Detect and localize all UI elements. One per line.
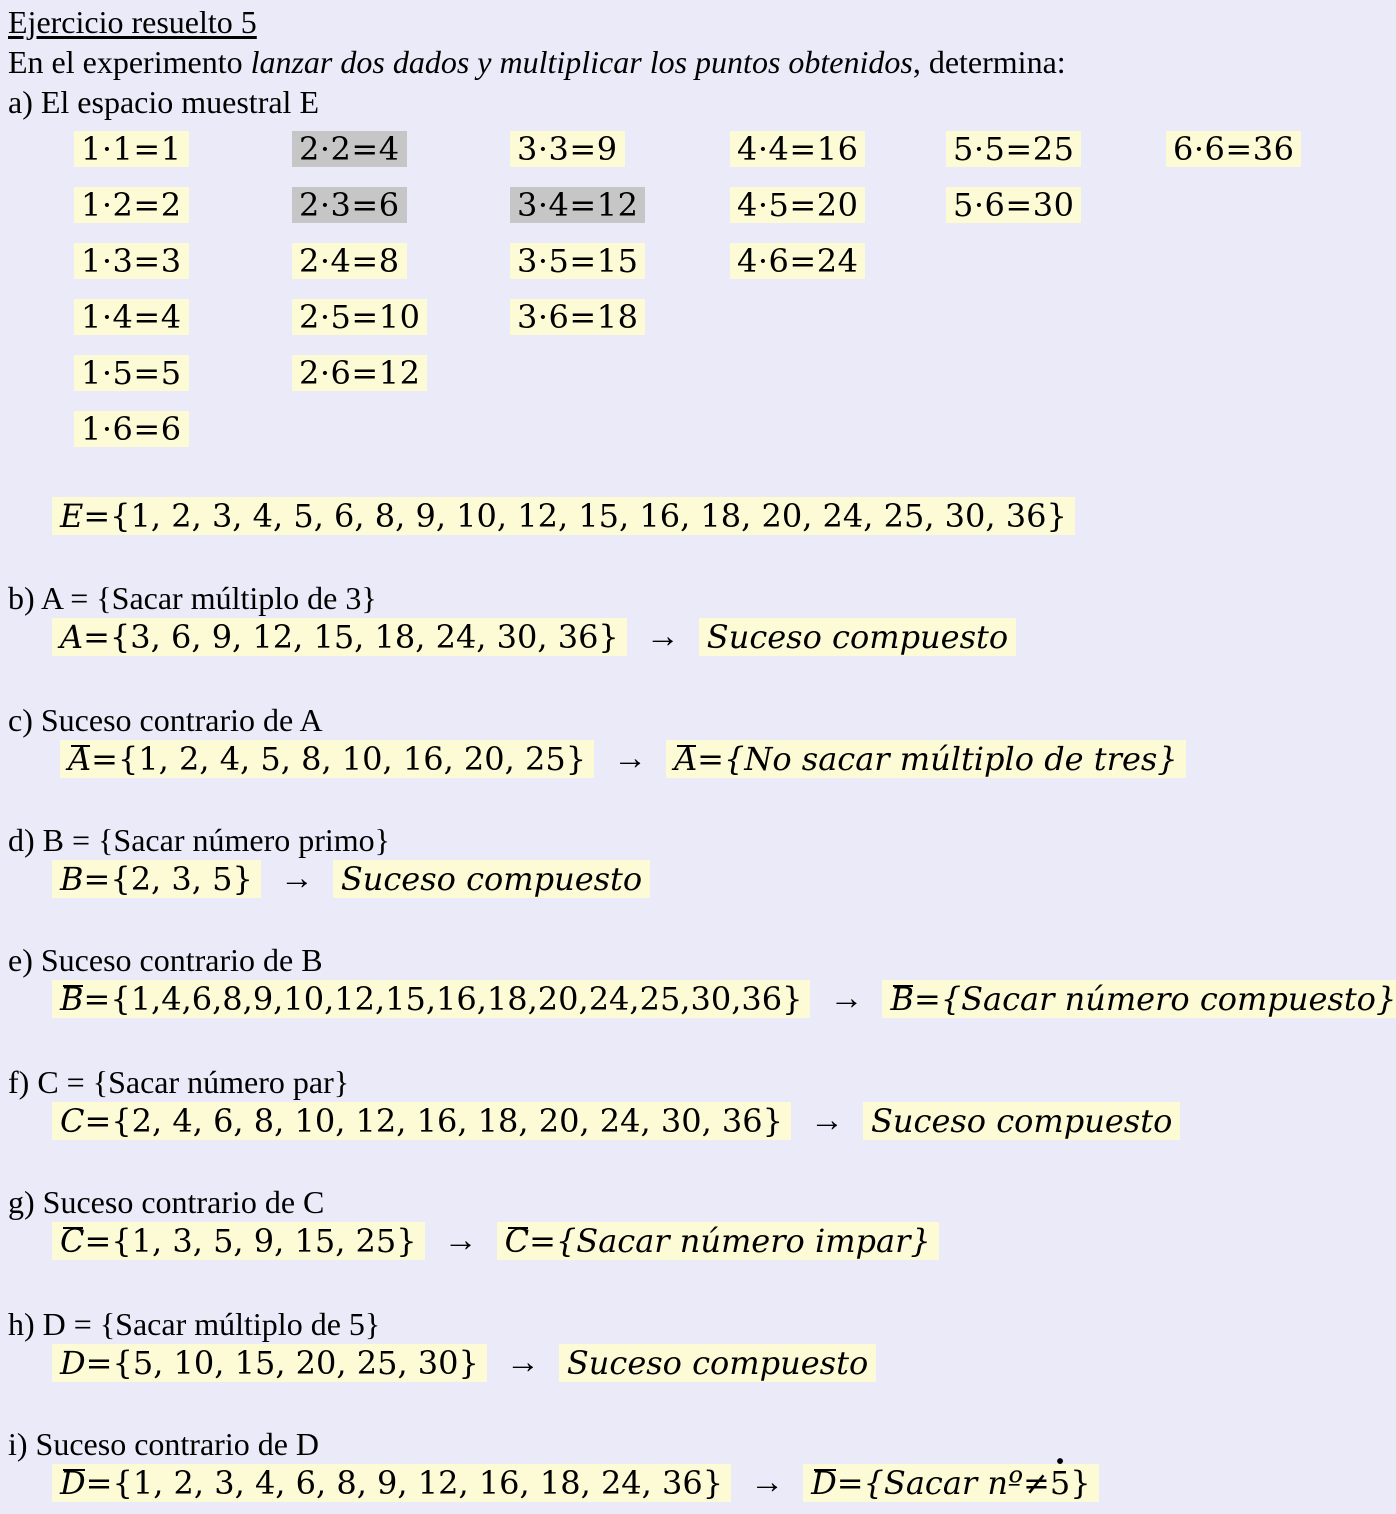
product-cell-repeated: 2·2=4: [292, 131, 407, 167]
part-d-answer: [52, 860, 650, 900]
product-cell: 1·1=1: [74, 131, 189, 167]
part-b-answer: [52, 618, 1016, 658]
event-description: [666, 740, 1186, 778]
event-text-end: }: [1070, 1464, 1091, 1502]
arrow-icon: →: [809, 1102, 844, 1139]
set-symbol: D: [60, 1344, 86, 1382]
set-c-complement: [52, 1222, 425, 1260]
set-a-complement: [60, 740, 594, 778]
part-i-answer: [52, 1464, 1099, 1504]
arrow-icon: →: [505, 1344, 540, 1381]
set-elements: ={1, 2, 3, 4, 6, 8, 9, 12, 16, 18, 24, 36}: [85, 1464, 724, 1502]
event-type: Suceso compuesto: [699, 618, 1016, 656]
part-i-label: i) Suceso contrario de D: [8, 1426, 320, 1462]
product-cell: 3·3=9: [510, 131, 625, 167]
part-d-label: d) B = {Sacar número primo}: [8, 822, 391, 858]
set-elements: ={3, 6, 9, 12, 15, 18, 24, 30, 36}: [83, 618, 619, 656]
event-description: [882, 980, 1396, 1018]
set-elements: ={5, 10, 15, 20, 25, 30}: [85, 1344, 479, 1382]
exercise-statement: [8, 42, 1066, 82]
event-type: Suceso compuesto: [559, 1344, 876, 1382]
set-symbol: E: [60, 497, 84, 535]
set-symbol: C: [60, 1222, 85, 1260]
set-elements: ={2, 4, 6, 8, 10, 12, 16, 18, 20, 24, 30, 36}: [84, 1102, 783, 1140]
product-cell-repeated: 3·4=12: [510, 187, 645, 223]
arrow-icon: →: [645, 618, 680, 655]
arrow-icon: →: [279, 860, 314, 897]
product-cell: 5·6=30: [946, 187, 1081, 223]
product-cell: 3·5=15: [510, 243, 645, 279]
set-a: [52, 618, 627, 656]
set-elements: ={1,4,6,8,9,10,12,15,16,18,20,24,25,30,36}: [83, 980, 803, 1018]
part-g-label: g) Suceso contrario de C: [8, 1184, 325, 1220]
set-symbol: B: [60, 860, 84, 898]
part-f-label: f) C = {Sacar número par}: [8, 1064, 350, 1100]
set-d-complement: [52, 1464, 731, 1502]
set-symbol: A: [674, 740, 698, 778]
product-cell: 1·2=2: [74, 187, 189, 223]
set-symbol: D: [60, 1464, 86, 1502]
product-cell: 4·5=20: [730, 187, 865, 223]
part-c-label: c) Suceso contrario de A: [8, 702, 323, 738]
set-symbol: C: [60, 1102, 85, 1140]
set-b-complement: [52, 980, 810, 1018]
product-cell: 4·6=24: [730, 243, 865, 279]
event-text: ={Sacar número compuesto}: [913, 980, 1396, 1018]
part-a-label: a) El espacio muestral E: [8, 84, 319, 120]
product-cell: 4·4=16: [730, 131, 865, 167]
product-cell: 5·5=25: [946, 131, 1081, 167]
part-e-label: e) Suceso contrario de B: [8, 942, 323, 978]
arrow-icon: →: [829, 980, 864, 1017]
statement-text: En el experimento: [8, 44, 251, 80]
sample-space-set: [52, 497, 1075, 537]
product-cell: 2·5=10: [292, 299, 427, 335]
part-e-answer: [52, 980, 1396, 1020]
set-c: [52, 1102, 791, 1140]
set-symbol: B: [890, 980, 914, 1018]
product-cell: 1·3=3: [74, 243, 189, 279]
statement-experiment: lanzar dos dados y multiplicar los puntos obtenidos: [250, 44, 913, 80]
arrow-icon: →: [613, 740, 648, 777]
statement-text-end: , determina:: [912, 44, 1066, 80]
event-text: ={No sacar múltiplo de tres}: [697, 740, 1178, 778]
multiple-of-five-symbol: · 5: [1050, 1464, 1070, 1502]
event-description: [803, 1464, 1098, 1502]
product-cell: 1·6=6: [74, 411, 189, 447]
event-description: [497, 1222, 939, 1260]
arrow-icon: →: [443, 1222, 478, 1259]
event-type: Suceso compuesto: [863, 1102, 1180, 1140]
product-cell: 3·6=18: [510, 299, 645, 335]
set-symbol: C: [504, 1222, 530, 1260]
set-elements: ={1, 2, 4, 5, 8, 10, 16, 20, 25}: [91, 740, 587, 778]
exercise-title: Ejercicio resuelto 5: [8, 4, 257, 40]
product-cell: 2·6=12: [292, 355, 427, 391]
part-h-answer: [52, 1344, 876, 1384]
part-b-label: b) A = {Sacar múltiplo de 3}: [8, 580, 377, 616]
product-cell: 1·5=5: [74, 355, 189, 391]
product-cell-repeated: 2·3=6: [292, 187, 407, 223]
set-symbol: A: [68, 740, 92, 778]
part-f-answer: [52, 1102, 1180, 1142]
sample-space-formula: [52, 497, 1075, 535]
set-b: [52, 860, 261, 898]
product-cell: 2·4=8: [292, 243, 407, 279]
set-elements: ={1, 2, 3, 4, 5, 6, 8, 9, 10, 12, 15, 16, 18, 20, 24, 25, 30, 36}: [83, 497, 1067, 535]
event-type: Suceso compuesto: [333, 860, 650, 898]
set-d: [52, 1344, 487, 1382]
set-symbol: D: [811, 1464, 837, 1502]
set-symbol: A: [60, 618, 84, 656]
set-elements: ={2, 3, 5}: [83, 860, 253, 898]
product-cell: 1·4=4: [74, 299, 189, 335]
part-g-answer: [52, 1222, 939, 1262]
part-c-answer: [60, 740, 1186, 780]
arrow-icon: →: [750, 1464, 785, 1501]
event-text: ={Sacar número impar}: [529, 1222, 931, 1260]
product-cell: 6·6=36: [1166, 131, 1301, 167]
part-h-label: h) D = {Sacar múltiplo de 5}: [8, 1306, 381, 1342]
event-text: ={Sacar nº≠: [836, 1464, 1050, 1502]
set-elements: ={1, 3, 5, 9, 15, 25}: [84, 1222, 417, 1260]
set-symbol: B: [60, 980, 84, 1018]
